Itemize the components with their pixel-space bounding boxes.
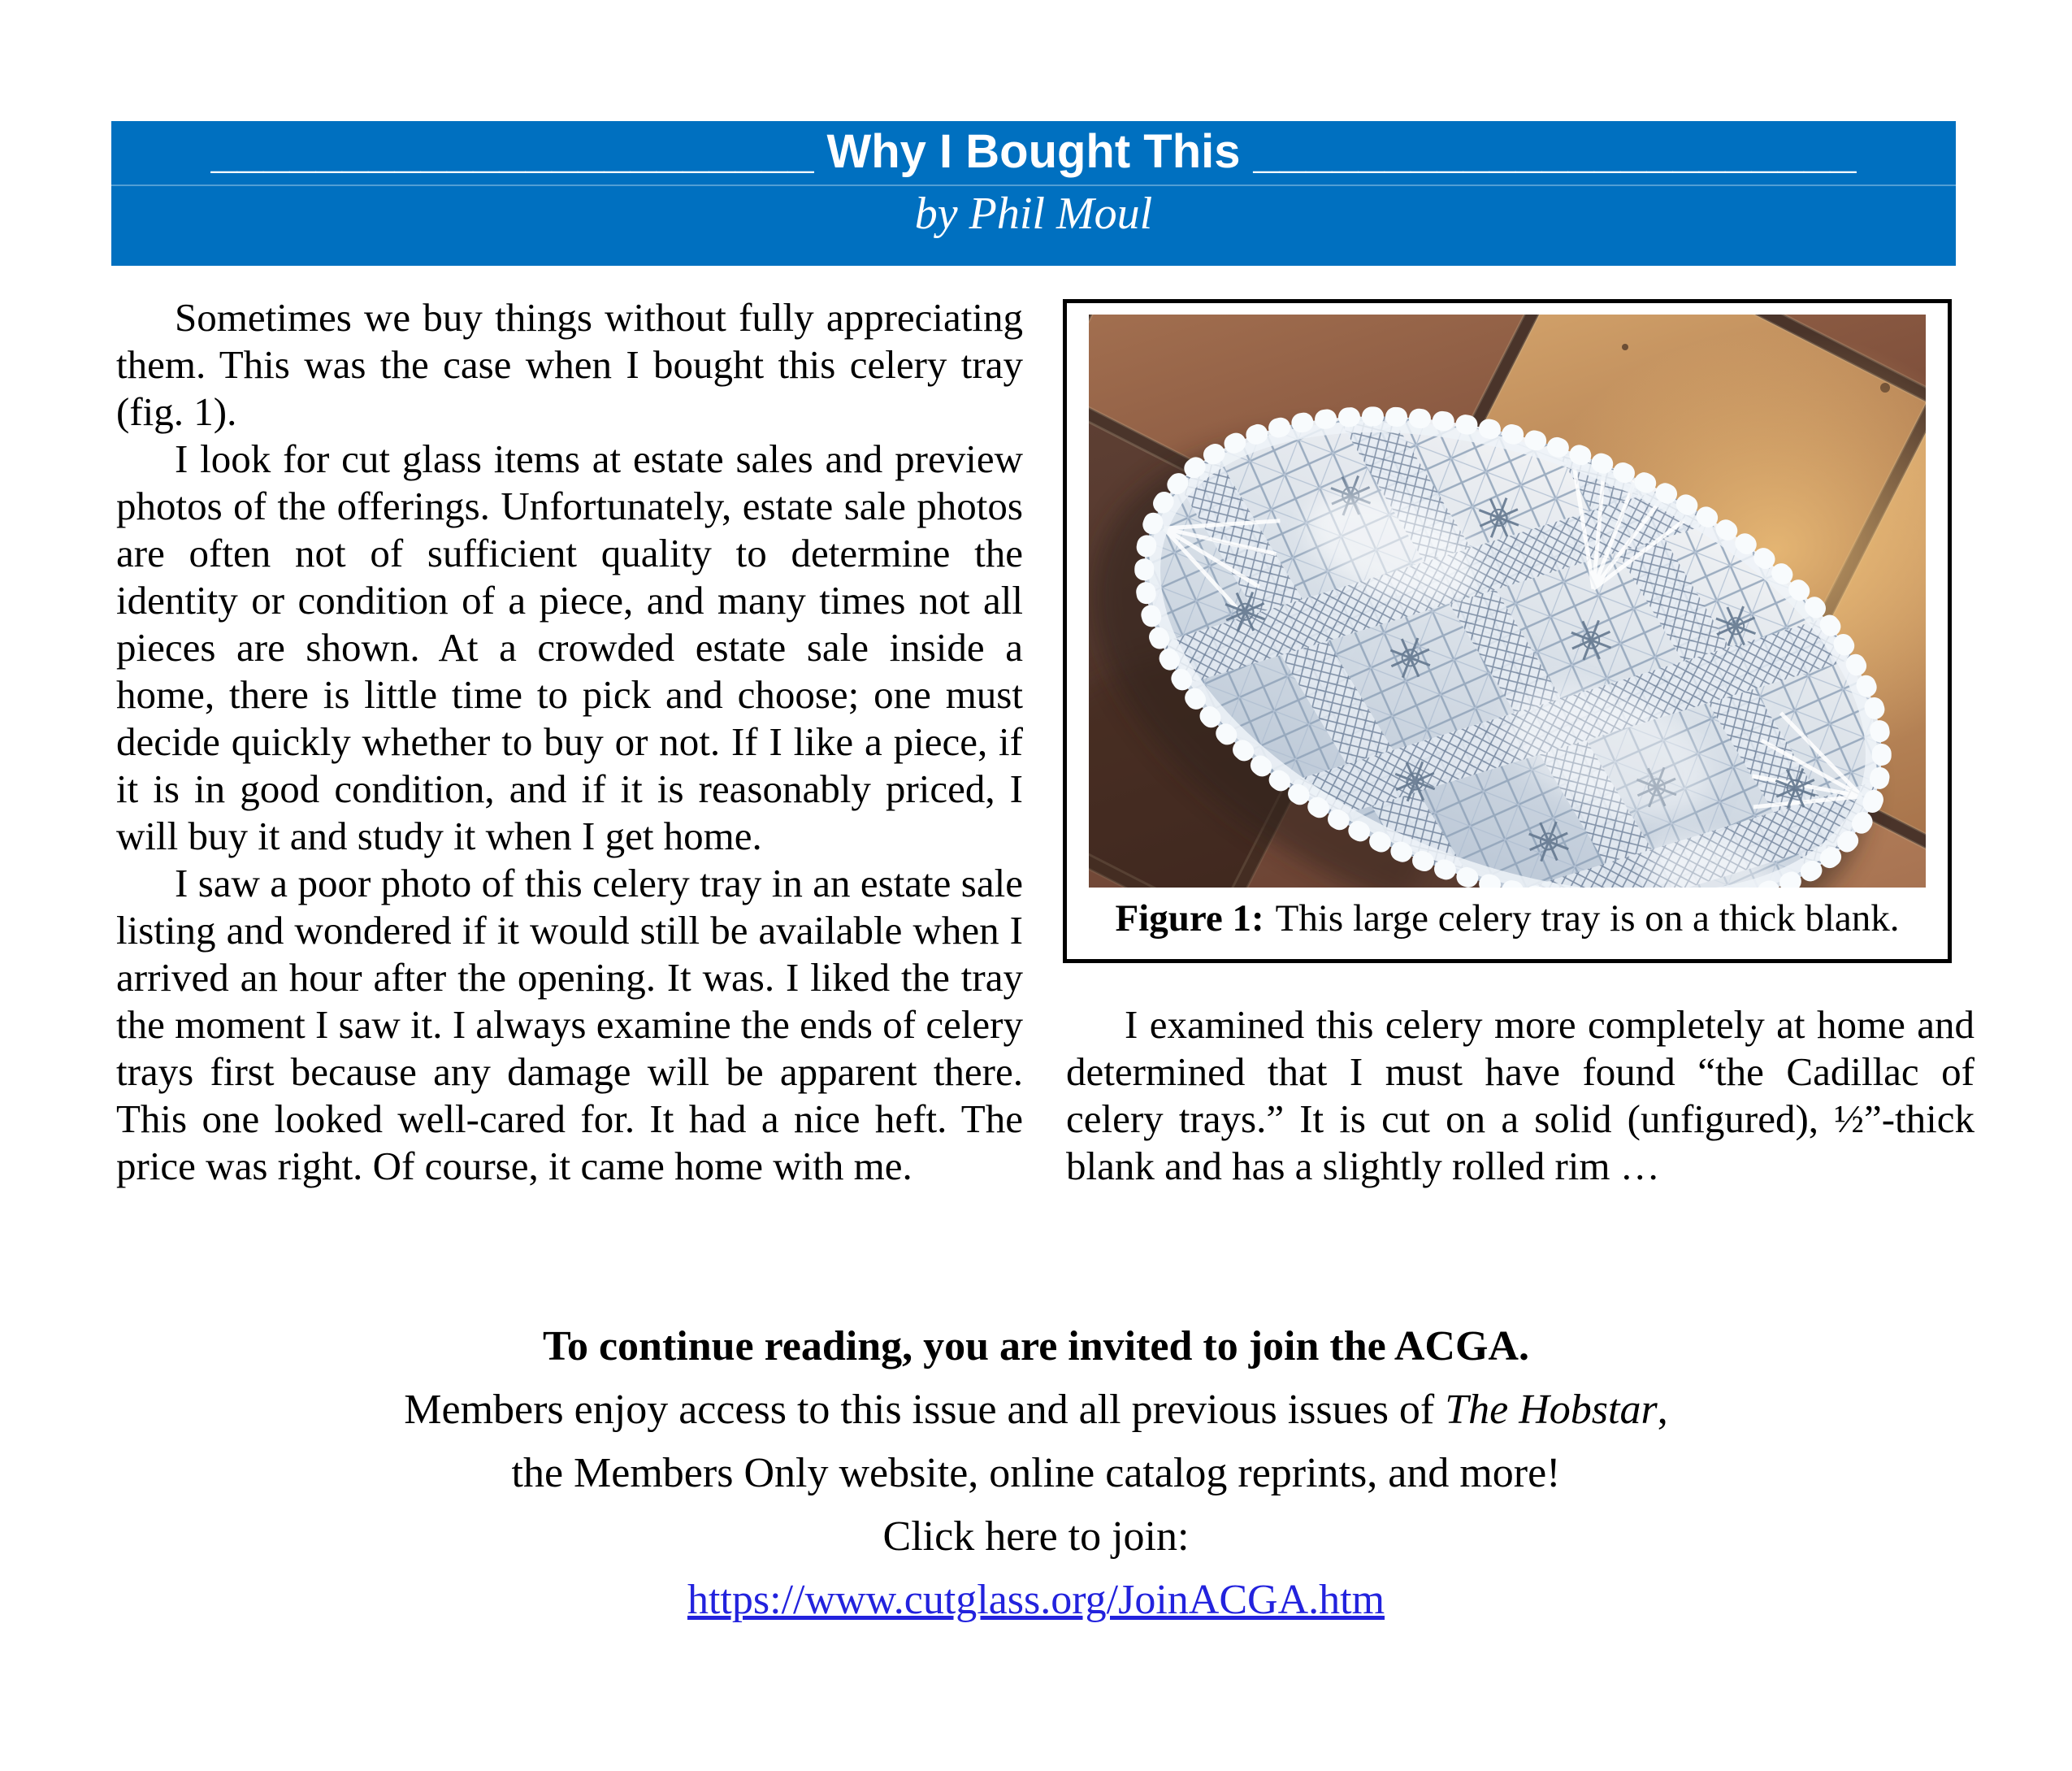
figure-caption bbox=[1067, 894, 1948, 943]
paragraph: Sometimes we buy things without fully appreciating them. This was the case when I bought this celery tray (fig. 1). bbox=[116, 295, 1023, 434]
article-banner bbox=[111, 121, 1956, 266]
left-column bbox=[116, 294, 1023, 1190]
banner-hairline bbox=[111, 184, 1956, 186]
join-cta bbox=[0, 1315, 2072, 1632]
cta-click-prompt: Click here to join: bbox=[882, 1513, 1190, 1560]
banner-title-line bbox=[111, 121, 1956, 183]
hobstar-title: The Hobstar bbox=[1445, 1387, 1658, 1433]
banner-rule-left: _______________________ bbox=[210, 125, 814, 178]
cta-benefits-line1: Members enjoy access to this issue and all previous issues of The Hobstar, bbox=[404, 1387, 1668, 1433]
byline: by Phil Moul bbox=[914, 189, 1153, 239]
cta-benefits-line2: the Members Only website, online catalog reprints, and more! bbox=[511, 1450, 1561, 1496]
banner-rule-right: _______________________ bbox=[1253, 125, 1857, 178]
figure-1-box bbox=[1063, 299, 1952, 963]
figure-caption-label: Figure 1: bbox=[1115, 897, 1264, 940]
figure-caption-text: This large celery tray is on a thick blank. bbox=[1275, 897, 1900, 940]
right-column bbox=[1066, 1001, 1974, 1190]
cta-link-line bbox=[0, 1569, 2072, 1632]
celery-tray-photo bbox=[1089, 315, 1926, 888]
cta-headline: To continue reading, you are invited to join the ACGA. bbox=[543, 1323, 1529, 1369]
join-acga-link[interactable]: https://www.cutglass.org/JoinACGA.htm bbox=[687, 1577, 1385, 1623]
paragraph: I examined this celery more completely at home and determined that I must have found “the Cadillac of celery trays.” It is cut on a solid (unfigured), ½”-thick blank and has a slightly rolled rim … bbox=[1066, 1002, 1974, 1188]
paragraph: I saw a poor photo of this celery tray in an estate sale listing and wondered if it would still be available when I arrived an hour after the opening. It was. I liked the tray the moment I saw it. I always examine the ends of celery trays first because any damage will be apparent there. This one looked well-cared for. It had a nice heft. The price was right. Of course, it came home with me. bbox=[116, 861, 1023, 1188]
page-title: Why I Bought This bbox=[826, 125, 1241, 178]
paragraph: I look for cut glass items at estate sales and preview photos of the offerings. Unfortunately, estate sale photos are often not of sufficient quality to determine the identity or condition of a piece, and many times not all pieces are shown. At a crowded estate sale inside a home, there is little time to pick and choose; one must decide quickly whether to buy or not. If I like a piece, if it is in good condition, and if it is reasonably priced, I will buy it and study it when I get home. bbox=[116, 436, 1023, 858]
